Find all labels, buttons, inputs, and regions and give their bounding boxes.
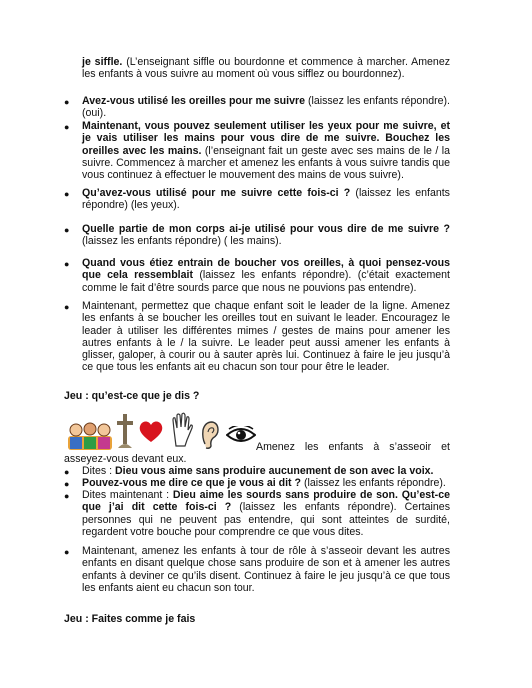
bullet-bold: Dieu aime les sourds sans produire de son. Qu’est-ce que j’ai dit cette fois-ci ? (82, 489, 450, 514)
bullet-text: (l’enseignant fait un geste avec ses mains de le / la suivre. Commencez à marcher et amenez les enfants à vous suivre tandis que vous continuez à effectuer le mouvement des mains de vous suivre). (82, 144, 451, 182)
bullet-text: (laissez les enfants répondre). Certaines personnes qui ne peuvent pas entendre, qui sont atteintes de surdité, regardent votre bouche pour comprendre ce que vous dites. (82, 501, 450, 538)
section-heading: Jeu : qu’est-ce que je dis ? (64, 390, 200, 402)
intro-text: (L’enseignant siffle ou bourdonne et commence à marcher. Amenez les enfants à vous suivre au moment où vous sifflez ou bourdonnez). (82, 56, 451, 81)
bullet-dot: ● (64, 225, 70, 235)
bullet-bold: Avez-vous utilisé les oreilles pour me suivre (82, 95, 305, 107)
section-heading: Jeu : Faites comme je fais (64, 613, 196, 625)
bullet-item (82, 257, 450, 294)
bullet-text: Maintenant, amenez les enfants à tour de rôle à s’asseoir devant les autres enfants en disant quelque chose sans produire de son et à amener les autres enfants à deviner ce qu’ils disent. Continuez à faire le jeu jusqu’à ce que tous les enfants aient eu chacun son tour. (82, 545, 450, 594)
bullet-item (82, 489, 450, 538)
bullet-bold: Quelle partie de mon corps ai-je utilisé pour vous dire de me suivre ? (82, 223, 450, 235)
intro-paragraph (82, 56, 450, 81)
bullet-item (82, 223, 450, 248)
bullet-item (82, 120, 450, 181)
bullet-text: Maintenant, permettez que chaque enfant soit le leader de la ligne. Amenez les enfants à se boucher les oreilles tout en suivant le leader. Encouragez le leader à utiliser les différentes mimes / gestes de mains pour amener les autres enfants à le / la suivre. Le leader peut aussi amener les enfants à glisser, galoper, à courir ou à sauter après lui. Continuez à faire le jeu jusqu’à ce que tous les enfants ait eu chacun son tour pour être le leader. (82, 300, 450, 374)
bullet-text: (laissez les enfants répondre) (les yeux). (82, 187, 450, 212)
bullet-dot: ● (64, 122, 70, 132)
bullet-dot: ● (64, 547, 70, 557)
bullet-dot: ● (64, 189, 70, 199)
bullet-dot: ● (64, 467, 70, 477)
bullet-text: (laissez les enfants répondre) ( les mains). (82, 235, 282, 248)
bullet-dot: ● (64, 97, 70, 107)
bullet-bold: Dieu vous aime sans produire aucunement de son avec la voix. (114, 465, 434, 477)
bullet-dot: ● (64, 491, 70, 501)
bullet-prefix: Dites : (82, 465, 115, 477)
bullet-dot: ● (64, 259, 70, 269)
icon-caption (64, 441, 450, 466)
bullet-bold: Qu’avez-vous utilisé pour me suivre cette fois-ci ? (82, 187, 351, 199)
bullet-item (82, 187, 450, 212)
bullet-bold: Maintenant, vous pouvez seulement utiliser les yeux pour me suivre, et je vais utiliser les mains pour vous dire de me suivre. Bouchez les oreilles avec les mains. (82, 120, 450, 157)
bullet-prefix: Dites maintenant : (82, 489, 173, 501)
bullet-item (82, 300, 450, 374)
bullet-item (82, 465, 450, 477)
bullet-dot: ● (64, 479, 70, 489)
bullet-item (82, 477, 450, 489)
bullet-bold: Pouvez-vous me dire ce que je vous ai dit ? (82, 477, 301, 489)
bullet-text: (laissez les enfants répondre). (c’était exactement comme le fait d’être sourds parce que nous ne pouvions pas entendre). (82, 269, 450, 294)
bullet-item (82, 95, 450, 120)
bullet-dot: ● (64, 302, 70, 312)
bullet-text: (laissez les enfants répondre). (oui). (82, 95, 450, 120)
bullet-text: (laissez les enfants répondre). (301, 477, 446, 489)
bullet-bold: Quand vous étiez entrain de boucher vos oreilles, à quoi pensez-vous que cela ressemblait (82, 257, 450, 282)
icon-caption-text: Amenez les enfants à s’asseoir et asseyez-vous devant eux. (64, 441, 450, 466)
bullet-item (82, 545, 450, 594)
intro-bold: je siffle. (82, 56, 123, 68)
